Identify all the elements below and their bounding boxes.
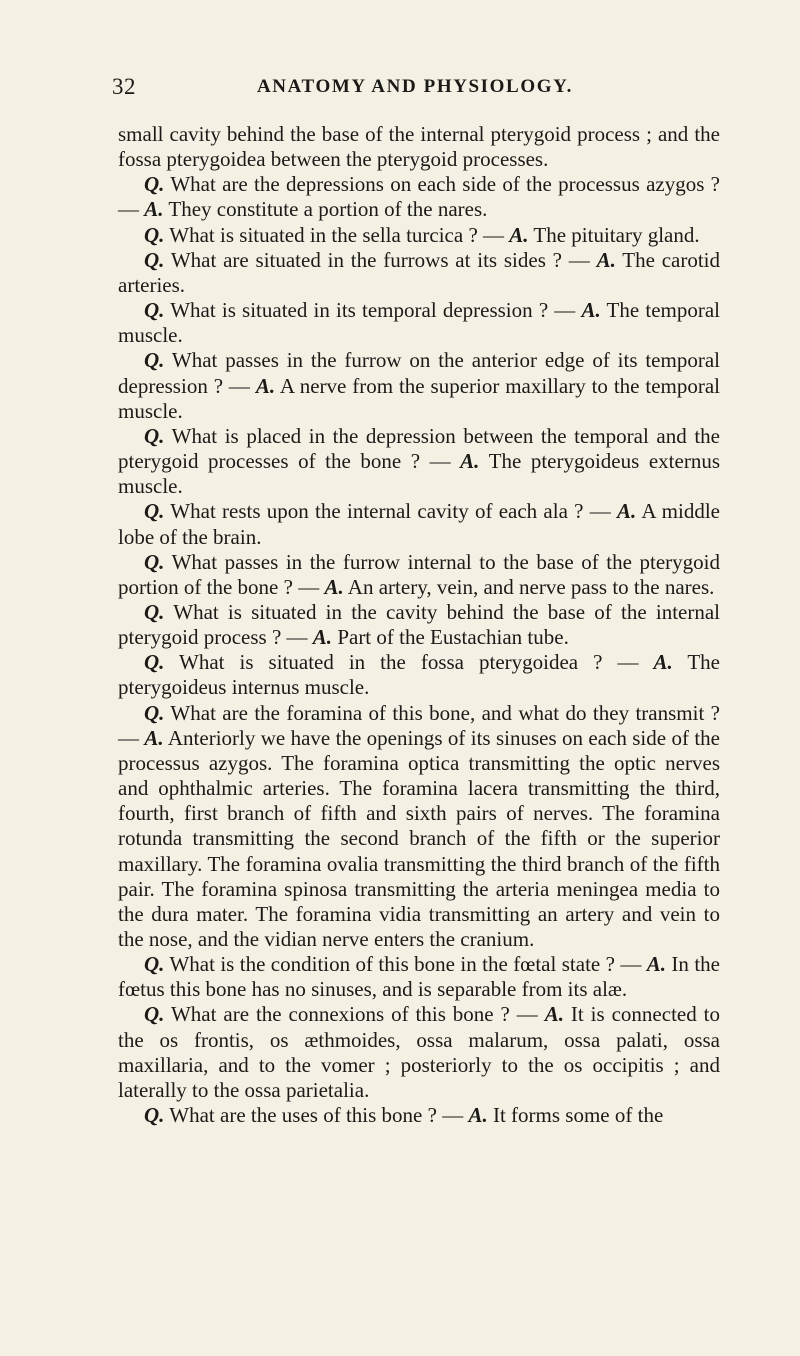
answer-marker: A. <box>653 650 673 675</box>
page-number: 32 <box>112 74 136 99</box>
answer-text: A nerve from the superior maxillary to the temporal muscle. <box>118 373 721 423</box>
qa-paragraph <box>118 298 720 348</box>
answer-marker: A. <box>581 298 601 323</box>
qa-paragraph <box>118 499 720 549</box>
answer-text: They constitute a portion of the nares. <box>163 197 488 222</box>
running-title: ANATOMY AND PHYSIOLOGY. <box>256 76 574 97</box>
answer-marker: A. <box>460 449 480 474</box>
question-marker: Q. <box>144 952 165 977</box>
question-marker: Q. <box>144 650 165 675</box>
question-text: What is situated in the sella turcica ? — <box>164 222 510 247</box>
answer-text: Anteriorly we have the openings of its sinuses on each side of the processus azygos. The foramina optica transmitting the optic nerves and ophthalmic arteries. The foramina lacera transmitting the third, fourth, first branch of fifth and sixth pairs of nerves. The foramina rotunda transmitting the second branch of the fifth or the superior maxillary. The foramina ovalia transmitting the third branch of the fifth pair. The foramina spinosa transmitting the arteria meningea media to the dura mater. The foramina vidia transmitting an artery and vein to the nose, and the vidian nerve enters the cranium. <box>118 725 721 951</box>
answer-marker: A. <box>544 1002 564 1027</box>
answer-marker: A. <box>255 373 276 398</box>
answer-marker: A. <box>509 222 529 247</box>
question-text: What are situated in the furrows at its sides ? — <box>164 247 597 272</box>
question-marker: Q. <box>144 499 165 524</box>
qa-paragraph <box>118 1103 720 1128</box>
answer-marker: A. <box>144 197 164 222</box>
question-marker: Q. <box>144 549 165 574</box>
question-marker: Q. <box>144 700 165 725</box>
question-marker: Q. <box>144 599 165 624</box>
answer-marker: A. <box>617 499 637 524</box>
question-text: What is situated in the cavity behind the base of the internal pterygoid process ? — <box>118 599 720 650</box>
qa-paragraph <box>118 600 720 650</box>
question-marker: Q. <box>144 222 165 247</box>
question-text: What are the uses of this bone ? — <box>164 1103 469 1128</box>
answer-text: A middle lobe of the brain. <box>118 499 720 549</box>
question-text: What is placed in the depression between the temporal and the pterygoid processes of the bone ? — <box>118 423 720 474</box>
qa-paragraph <box>118 550 720 600</box>
answer-marker: A. <box>646 952 667 977</box>
answer-text: It is connected to the os frontis, os æthmoides, ossa malarum, ossa palati, ossa maxillaria, and to the vomer ; posteriorly to the os occipitis ; and laterally to the ossa parietalia. <box>118 1002 720 1102</box>
body-text <box>118 122 720 1128</box>
question-text: What is situated in its temporal depression ? — <box>164 298 582 323</box>
answer-text: It forms some of the <box>487 1103 664 1128</box>
question-text: What is situated in the fossa pterygoidea ? — <box>164 650 654 675</box>
qa-paragraph <box>118 248 720 298</box>
answer-marker: A. <box>144 725 164 750</box>
page-header <box>112 74 718 104</box>
qa-paragraph <box>118 223 720 248</box>
intro-paragraph: small cavity behind the base of the internal pterygoid process ; and the fossa pterygoidea between the pterygoid processes. <box>118 122 720 172</box>
answer-text: The temporal muscle. <box>118 298 720 348</box>
question-marker: Q. <box>144 298 165 323</box>
qa-paragraph <box>118 172 720 222</box>
answer-marker: A. <box>596 247 616 272</box>
question-marker: Q. <box>144 1103 165 1128</box>
question-text: What is the condition of this bone in the fœtal state ? — <box>164 952 647 977</box>
question-marker: Q. <box>144 247 165 272</box>
qa-paragraph <box>118 952 720 1002</box>
answer-text: The pterygoideus externus muscle. <box>118 449 721 499</box>
answer-text: The carotid arteries. <box>118 247 720 297</box>
answer-marker: A. <box>324 574 344 599</box>
answer-text: Part of the Eustachian tube. <box>332 625 569 650</box>
answer-marker: A. <box>468 1103 488 1128</box>
question-marker: Q. <box>144 1002 165 1027</box>
qa-paragraph <box>118 701 720 953</box>
answer-text: The pterygoideus internus muscle. <box>118 650 720 700</box>
question-text: What rests upon the internal cavity of each ala ? — <box>164 499 618 524</box>
answer-marker: A. <box>312 625 333 650</box>
answer-text: In the fœtus this bone has no sinuses, and is separable from its alæ. <box>118 952 720 1002</box>
question-marker: Q. <box>144 348 165 373</box>
question-text: What are the foramina of this bone, and what do they transmit ? — <box>118 700 720 750</box>
question-text: What are the depressions on each side of the processus azygos ? — <box>118 172 720 222</box>
qa-paragraph <box>118 424 720 499</box>
qa-paragraph <box>118 650 720 700</box>
question-text: What are the connexions of this bone ? — <box>164 1002 545 1027</box>
question-text: What passes in the furrow internal to the base of the pterygoid portion of the bone ? — <box>118 549 720 599</box>
question-marker: Q. <box>144 172 165 197</box>
question-marker: Q. <box>144 423 165 448</box>
qa-paragraph <box>118 1002 720 1103</box>
answer-text: The pituitary gland. <box>528 222 700 247</box>
answer-text: An artery, vein, and nerve pass to the nares. <box>343 574 715 599</box>
qa-paragraph <box>118 348 720 423</box>
question-text: What passes in the furrow on the anterior edge of its temporal depression ? — <box>118 348 720 398</box>
qa-list <box>118 172 720 1128</box>
